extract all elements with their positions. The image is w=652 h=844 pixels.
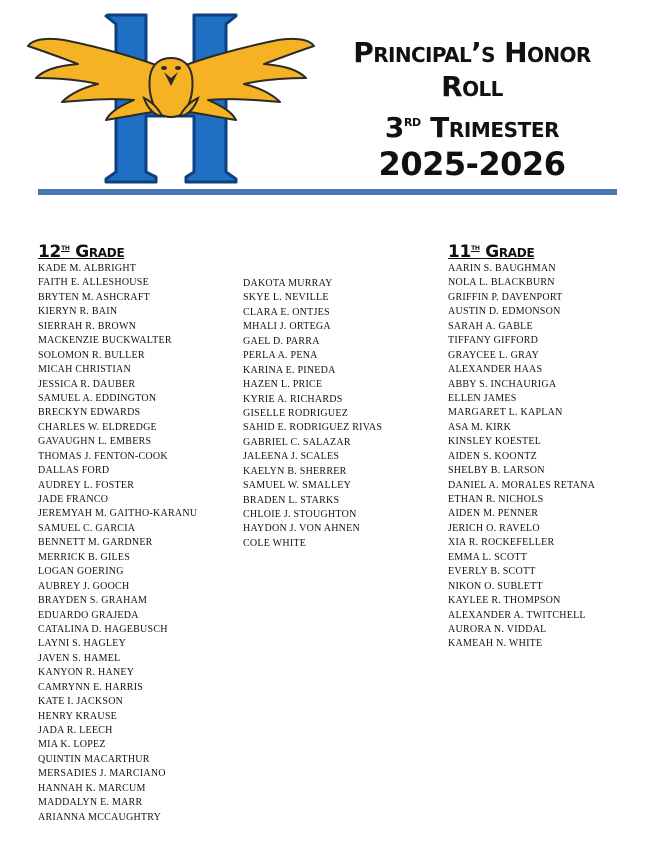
student-name: SAHID E. RODRIGUEZ RIVAS: [243, 422, 383, 434]
student-name: ARIANNA MCCAUGHTRY: [38, 811, 162, 823]
student-name: ABBY S. INCHAURIGA: [448, 378, 557, 390]
grade-12-column-2: [243, 277, 382, 551]
student-name: KIERYN R. BAIN: [38, 306, 118, 318]
student-name: PERLA A. PENA: [243, 350, 318, 362]
student-name: COLE WHITE: [243, 537, 307, 549]
student-name: NIKON O. SUBLETT: [448, 580, 543, 592]
student-name: GAVAUGHN L. EMBERS: [38, 436, 152, 448]
student-name: MERSADIES J. MARCIANO: [38, 768, 166, 780]
student-name: BRECKYN EDWARDS: [38, 407, 141, 419]
trimester-ordinal: rd: [403, 112, 421, 130]
school-year: 2025-2026: [378, 145, 566, 183]
student-name: KADE M. ALBRIGHT: [38, 263, 137, 274]
student-name: KARINA E. PINEDA: [243, 364, 336, 376]
grade-12-name-list: [38, 262, 197, 825]
student-name: ALEXANDER HAAS: [448, 364, 543, 376]
student-name: MARGARET L. KAPLAN: [448, 407, 563, 419]
student-name: BRYTEN M. ASHCRAFT: [38, 291, 151, 303]
student-name: SKYE L. NEVILLE: [243, 292, 329, 304]
student-name: SHELBY B. LARSON: [448, 465, 545, 477]
student-name: XIA R. ROCKEFELLER: [448, 537, 555, 549]
student-name: KAELYN B. SHERRER: [243, 465, 347, 477]
student-name: AUSTIN D. EDMONSON: [448, 306, 561, 318]
student-name: AARIN S. BAUGHMAN: [448, 263, 556, 274]
grade-12-name-list-continued: [243, 277, 382, 551]
student-name: MIA K. LOPEZ: [38, 739, 106, 751]
student-name: MERRICK B. GILES: [38, 551, 131, 563]
student-name: SARAH A. GABLE: [448, 320, 533, 332]
student-name: KYRIE A. RICHARDS: [243, 393, 343, 405]
student-name: LOGAN GOERING: [38, 566, 124, 578]
title-line-2: [318, 104, 626, 145]
student-name: GAEL D. PARRA: [243, 335, 320, 347]
student-name: HAZEN L. PRICE: [243, 379, 323, 391]
student-name: AURORA N. VIDDAL: [448, 623, 547, 635]
student-name: CLARA E. ONTJES: [243, 306, 330, 318]
student-name: JADA R. LEECH: [38, 725, 113, 736]
student-name: AIDEN M. PENNER: [448, 508, 539, 520]
student-name: KAMEAH N. WHITE: [448, 638, 543, 650]
student-name: ALEXANDER A. TWITCHELL: [448, 609, 586, 621]
student-name: SAMUEL A. EDDINGTON: [38, 392, 157, 404]
student-name: GRIFFIN P. DAVENPORT: [448, 291, 563, 303]
student-name: JADE FRANCO: [38, 494, 109, 505]
student-name: JESSICA R. DAUBER: [38, 378, 136, 390]
student-name: DALLAS FORD: [38, 465, 110, 477]
grade-11-column: [448, 237, 595, 652]
student-name: DANIEL A. MORALES RETANA: [448, 479, 596, 491]
student-name: THOMAS J. FENTON-COOK: [38, 450, 168, 462]
trimester-word: Trimester: [430, 111, 560, 144]
trimester-number: 3: [384, 111, 404, 144]
student-name: JEREMYAH M. GAITHO-KARANU: [38, 508, 198, 520]
student-name: HAYDON J. VON AHNEN: [243, 523, 360, 535]
student-name: FAITH E. ALLESHOUSE: [38, 277, 149, 289]
student-name: HANNAH K. MARCUM: [38, 782, 146, 794]
header-divider: [38, 189, 617, 195]
student-name: TIFFANY GIFFORD: [448, 335, 539, 347]
student-name: JALEENA J. SCALES: [243, 451, 340, 463]
student-name: HENRY KRAUSE: [38, 710, 118, 722]
student-name: MICAH CHRISTIAN: [38, 364, 131, 376]
student-name: CHARLES W. ELDREDGE: [38, 421, 157, 433]
student-name: JAVEN S. HAMEL: [38, 652, 121, 664]
grade-11-heading: 11th Grade: [448, 242, 535, 262]
student-name: MADDALYN E. MARR: [38, 797, 143, 809]
student-name: EDUARDO GRAJEDA: [38, 609, 139, 621]
student-name: LAYNI S. HAGLEY: [38, 638, 127, 650]
student-name: NOLA L. BLACKBURN: [448, 277, 555, 289]
grade-11-name-list: [448, 262, 595, 652]
student-name: KANYON R. HANEY: [38, 667, 135, 679]
student-name: BRADEN L. STARKS: [243, 494, 340, 506]
student-name: JERICH O. RAVELO: [448, 522, 540, 534]
student-name: SOLOMON R. BULLER: [38, 349, 145, 361]
student-name: GABRIEL C. SALAZAR: [243, 436, 351, 448]
student-name: KATE I. JACKSON: [38, 696, 124, 708]
student-name: CAMRYNN E. HARRIS: [38, 681, 144, 693]
student-name: ETHAN R. NICHOLS: [448, 494, 544, 505]
student-name: EVERLY B. SCOTT: [448, 566, 536, 578]
student-name: GRAYCEE L. GRAY: [448, 349, 540, 361]
student-name: SAMUEL W. SMALLEY: [243, 480, 352, 492]
student-name: AUBREY J. GOOCH: [38, 580, 130, 592]
grade-12-column-1: [38, 237, 197, 825]
student-name: KAYLEE R. THOMPSON: [448, 595, 561, 607]
student-name: AUDREY L. FOSTER: [38, 479, 135, 491]
student-name: SAMUEL C. GARCIA: [38, 522, 136, 534]
student-name: GISELLE RODRIGUEZ: [243, 407, 349, 419]
grade-12-heading: 12th Grade: [38, 242, 125, 262]
student-name: MACKENZIE BUCKWALTER: [38, 335, 172, 347]
student-name: BENNETT M. GARDNER: [38, 537, 153, 549]
student-name: QUINTIN MACARTHUR: [38, 753, 150, 765]
student-name: ELLEN JAMES: [448, 392, 517, 404]
student-name: CATALINA D. HAGEBUSCH: [38, 623, 168, 635]
student-name: MHALI J. ORTEGA: [243, 321, 331, 333]
title-line-1: Principal’s Honor Roll: [353, 36, 591, 103]
student-name: AIDEN S. KOONTZ: [448, 450, 538, 462]
student-name: KINSLEY KOESTEL: [448, 436, 542, 448]
hawk-h-logo-icon: [26, 12, 316, 184]
student-name: ASA M. KIRK: [448, 421, 512, 433]
student-name: SIERRAH R. BROWN: [38, 320, 137, 332]
student-name: CHLOIE J. STOUGHTON: [243, 509, 357, 520]
student-name: EMMA L. SCOTT: [448, 551, 528, 563]
honor-roll-title: [318, 36, 626, 183]
student-name: BRAYDEN S. GRAHAM: [38, 595, 148, 607]
student-name: DAKOTA MURRAY: [243, 278, 333, 289]
